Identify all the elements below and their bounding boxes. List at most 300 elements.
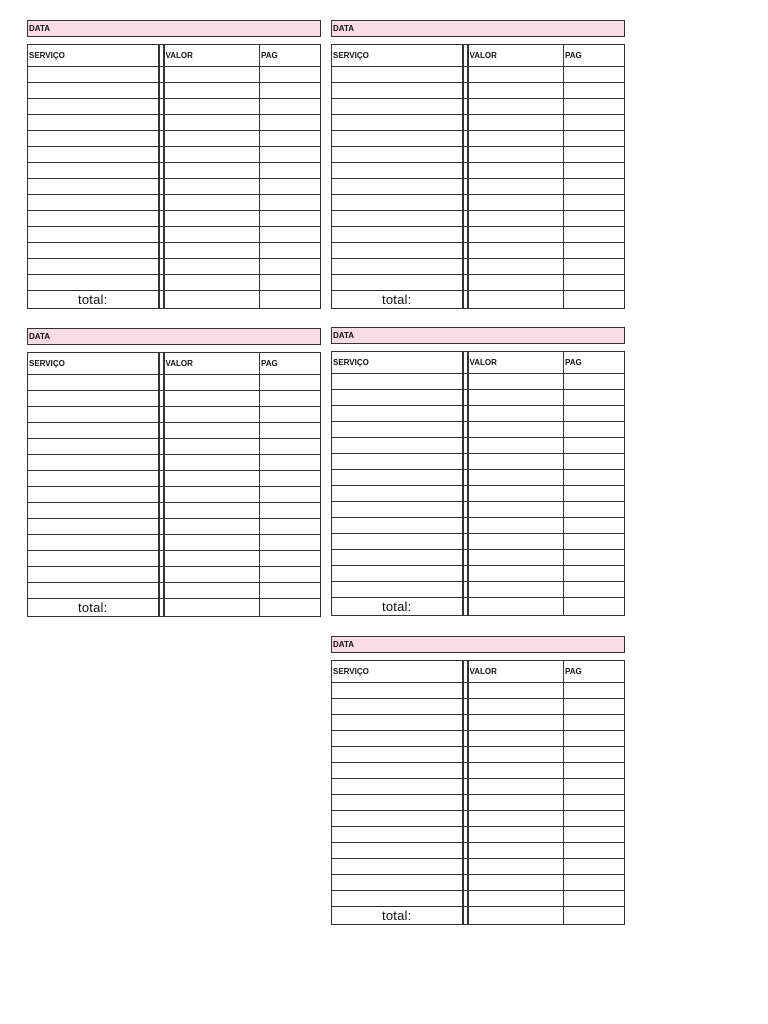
service-cell[interactable]	[28, 243, 159, 259]
table-row	[28, 391, 321, 407]
value-cell[interactable]	[468, 534, 564, 550]
service-cell[interactable]	[28, 503, 159, 519]
value-cell[interactable]	[468, 715, 564, 731]
service-cell[interactable]	[332, 454, 463, 470]
paid-header: PAG	[260, 353, 321, 375]
service-header: SERVIÇO	[28, 45, 159, 67]
table-row	[332, 179, 625, 195]
service-cell[interactable]	[332, 843, 463, 859]
table-row	[28, 131, 321, 147]
paid-cell[interactable]	[564, 275, 625, 291]
paid-cell[interactable]	[564, 502, 625, 518]
service-cell[interactable]	[332, 875, 463, 891]
table-row	[332, 683, 625, 699]
value-cell[interactable]	[468, 763, 564, 779]
paid-cell[interactable]	[260, 243, 321, 259]
total-value-cell[interactable]	[164, 599, 260, 617]
service-cell[interactable]	[28, 391, 159, 407]
table-row	[332, 502, 625, 518]
table-row	[332, 582, 625, 598]
paid-cell[interactable]	[260, 67, 321, 83]
paid-cell[interactable]	[260, 115, 321, 131]
value-cell[interactable]	[468, 259, 564, 275]
paid-cell[interactable]	[564, 747, 625, 763]
value-header: VALOR	[164, 353, 260, 375]
service-cell[interactable]	[332, 211, 463, 227]
service-cell[interactable]	[332, 891, 463, 907]
value-cell[interactable]	[164, 275, 260, 291]
value-cell[interactable]	[468, 422, 564, 438]
total-value-cell[interactable]	[468, 291, 564, 309]
paid-cell[interactable]	[564, 259, 625, 275]
paid-cell[interactable]	[564, 582, 625, 598]
value-cell[interactable]	[468, 875, 564, 891]
paid-cell[interactable]	[564, 811, 625, 827]
value-cell[interactable]	[164, 147, 260, 163]
table-row	[332, 470, 625, 486]
paid-cell[interactable]	[260, 131, 321, 147]
service-cell[interactable]	[332, 422, 463, 438]
table-row	[332, 566, 625, 582]
paid-cell[interactable]	[564, 211, 625, 227]
service-cell[interactable]	[332, 83, 463, 99]
service-cell[interactable]	[332, 470, 463, 486]
paid-cell[interactable]	[564, 795, 625, 811]
service-cell[interactable]	[28, 259, 159, 275]
table-row	[28, 83, 321, 99]
table-row	[332, 534, 625, 550]
table-row	[28, 535, 321, 551]
paid-cell[interactable]	[564, 67, 625, 83]
paid-cell[interactable]	[564, 99, 625, 115]
table-row	[28, 195, 321, 211]
table-row	[28, 551, 321, 567]
paid-cell[interactable]	[260, 99, 321, 115]
service-cell[interactable]	[332, 243, 463, 259]
service-cell[interactable]	[332, 195, 463, 211]
date-field[interactable]: DATA	[331, 327, 625, 344]
table-row	[332, 438, 625, 454]
service-cell[interactable]	[332, 406, 463, 422]
value-cell[interactable]	[164, 423, 260, 439]
service-cell[interactable]	[332, 179, 463, 195]
service-cell[interactable]	[332, 747, 463, 763]
value-cell[interactable]	[468, 550, 564, 566]
total-paid-cell[interactable]	[564, 907, 625, 925]
service-cell[interactable]	[332, 99, 463, 115]
paid-cell[interactable]	[564, 875, 625, 891]
service-cell[interactable]	[332, 582, 463, 598]
table-row	[28, 67, 321, 83]
paid-cell[interactable]	[260, 487, 321, 503]
table-row	[332, 827, 625, 843]
service-cell[interactable]	[332, 683, 463, 699]
value-cell[interactable]	[164, 519, 260, 535]
paid-header: PAG	[260, 45, 321, 67]
table-row	[332, 891, 625, 907]
service-cell[interactable]	[332, 731, 463, 747]
services-table	[331, 351, 625, 616]
paid-cell[interactable]	[564, 859, 625, 875]
service-header: SERVIÇO	[28, 353, 159, 375]
service-cell[interactable]	[28, 407, 159, 423]
value-cell[interactable]	[164, 455, 260, 471]
table-row	[332, 715, 625, 731]
service-cell[interactable]	[332, 763, 463, 779]
value-cell[interactable]	[468, 811, 564, 827]
paid-cell[interactable]	[260, 179, 321, 195]
value-cell[interactable]	[468, 147, 564, 163]
value-cell[interactable]	[468, 243, 564, 259]
table-row	[332, 275, 625, 291]
paid-cell[interactable]	[260, 83, 321, 99]
table-row	[332, 486, 625, 502]
service-cell[interactable]	[332, 131, 463, 147]
service-cell[interactable]	[28, 195, 159, 211]
paid-cell[interactable]	[564, 147, 625, 163]
services-table	[331, 44, 625, 309]
value-cell[interactable]	[468, 731, 564, 747]
paid-cell[interactable]	[564, 470, 625, 486]
table-row	[28, 275, 321, 291]
value-cell[interactable]	[468, 454, 564, 470]
paid-cell[interactable]	[564, 390, 625, 406]
value-cell[interactable]	[164, 179, 260, 195]
service-header: SERVIÇO	[332, 45, 463, 67]
service-cell[interactable]	[28, 455, 159, 471]
paid-cell[interactable]	[260, 535, 321, 551]
service-cell[interactable]	[332, 390, 463, 406]
table-row	[332, 763, 625, 779]
paid-cell[interactable]	[564, 179, 625, 195]
value-cell[interactable]	[468, 390, 564, 406]
value-cell[interactable]	[164, 83, 260, 99]
value-cell[interactable]	[468, 699, 564, 715]
service-cell[interactable]	[28, 471, 159, 487]
paid-cell[interactable]	[564, 438, 625, 454]
value-cell[interactable]	[164, 163, 260, 179]
paid-cell[interactable]	[564, 243, 625, 259]
service-cell[interactable]	[28, 147, 159, 163]
table-row	[332, 747, 625, 763]
value-cell[interactable]	[164, 583, 260, 599]
paid-cell[interactable]	[260, 503, 321, 519]
table-row	[28, 211, 321, 227]
value-cell[interactable]	[468, 374, 564, 390]
paid-cell[interactable]	[564, 534, 625, 550]
service-cell[interactable]	[332, 502, 463, 518]
paid-cell[interactable]	[260, 519, 321, 535]
table-row	[332, 795, 625, 811]
total-row	[332, 291, 625, 309]
service-cell[interactable]	[332, 147, 463, 163]
service-cell[interactable]	[332, 811, 463, 827]
service-cell[interactable]	[28, 439, 159, 455]
paid-cell[interactable]	[260, 259, 321, 275]
service-cell[interactable]	[332, 67, 463, 83]
value-cell[interactable]	[468, 891, 564, 907]
value-cell[interactable]	[164, 211, 260, 227]
service-cell[interactable]	[28, 179, 159, 195]
value-cell[interactable]	[468, 406, 564, 422]
value-cell[interactable]	[468, 566, 564, 582]
paid-cell[interactable]	[564, 406, 625, 422]
value-cell[interactable]	[164, 131, 260, 147]
paid-cell[interactable]	[260, 439, 321, 455]
service-cell[interactable]	[28, 131, 159, 147]
table-row	[332, 699, 625, 715]
paid-cell[interactable]	[564, 227, 625, 243]
service-cell[interactable]	[332, 795, 463, 811]
header-row	[332, 45, 625, 67]
table-row	[28, 471, 321, 487]
paid-cell[interactable]	[260, 471, 321, 487]
value-cell[interactable]	[164, 471, 260, 487]
value-cell[interactable]	[468, 582, 564, 598]
table-row	[332, 374, 625, 390]
service-cell[interactable]	[332, 163, 463, 179]
table-row	[332, 811, 625, 827]
paid-cell[interactable]	[564, 163, 625, 179]
service-cell[interactable]	[332, 374, 463, 390]
table-row	[332, 147, 625, 163]
total-paid-cell[interactable]	[260, 291, 321, 309]
total-row	[332, 907, 625, 925]
table-row	[28, 227, 321, 243]
date-field[interactable]: DATA	[331, 636, 625, 653]
value-cell[interactable]	[468, 779, 564, 795]
value-cell[interactable]	[468, 195, 564, 211]
paid-cell[interactable]	[260, 375, 321, 391]
paid-cell[interactable]	[564, 131, 625, 147]
date-field[interactable]: DATA	[331, 20, 625, 37]
value-cell[interactable]	[468, 518, 564, 534]
value-cell[interactable]	[164, 259, 260, 275]
service-cell[interactable]	[332, 827, 463, 843]
service-cell[interactable]	[332, 699, 463, 715]
table-row	[332, 195, 625, 211]
value-cell[interactable]	[468, 211, 564, 227]
value-cell[interactable]	[164, 487, 260, 503]
value-cell[interactable]	[468, 99, 564, 115]
value-cell[interactable]	[164, 551, 260, 567]
paid-cell[interactable]	[260, 147, 321, 163]
table-row	[332, 163, 625, 179]
total-value-cell[interactable]	[468, 598, 564, 616]
paid-cell[interactable]	[564, 827, 625, 843]
paid-cell[interactable]	[260, 227, 321, 243]
paid-cell[interactable]	[564, 486, 625, 502]
paid-cell[interactable]	[564, 715, 625, 731]
value-cell[interactable]	[164, 99, 260, 115]
total-value-cell[interactable]	[468, 907, 564, 925]
paid-cell[interactable]	[564, 454, 625, 470]
paid-cell[interactable]	[564, 550, 625, 566]
service-cell[interactable]	[332, 275, 463, 291]
paid-cell[interactable]	[260, 423, 321, 439]
service-cell[interactable]	[28, 551, 159, 567]
service-cell[interactable]	[332, 550, 463, 566]
date-field[interactable]: DATA	[27, 328, 321, 345]
value-cell[interactable]	[164, 227, 260, 243]
service-cell[interactable]	[28, 375, 159, 391]
value-cell[interactable]	[468, 747, 564, 763]
paid-header: PAG	[564, 661, 625, 683]
header-row	[28, 353, 321, 375]
table-row	[28, 583, 321, 599]
service-cell[interactable]	[332, 779, 463, 795]
value-header: VALOR	[468, 45, 564, 67]
table-row	[332, 115, 625, 131]
paid-header: PAG	[564, 352, 625, 374]
paid-cell[interactable]	[260, 583, 321, 599]
paid-cell[interactable]	[260, 455, 321, 471]
value-cell[interactable]	[164, 67, 260, 83]
value-cell[interactable]	[468, 67, 564, 83]
total-paid-cell[interactable]	[564, 598, 625, 616]
service-cell[interactable]	[28, 115, 159, 131]
total-paid-cell[interactable]	[564, 291, 625, 309]
table-row	[332, 859, 625, 875]
paid-cell[interactable]	[564, 115, 625, 131]
paid-cell[interactable]	[564, 422, 625, 438]
value-cell[interactable]	[468, 163, 564, 179]
service-cell[interactable]	[28, 423, 159, 439]
service-header: SERVIÇO	[332, 661, 463, 683]
value-header: VALOR	[468, 661, 564, 683]
service-cell[interactable]	[28, 83, 159, 99]
service-cell[interactable]	[28, 99, 159, 115]
value-cell[interactable]	[164, 115, 260, 131]
value-cell[interactable]	[164, 243, 260, 259]
total-value-cell[interactable]	[164, 291, 260, 309]
table-row	[28, 147, 321, 163]
paid-cell[interactable]	[260, 163, 321, 179]
service-cell[interactable]	[332, 227, 463, 243]
value-cell[interactable]	[164, 195, 260, 211]
value-cell[interactable]	[468, 227, 564, 243]
paid-cell[interactable]	[564, 518, 625, 534]
paid-cell[interactable]	[564, 763, 625, 779]
table-row	[332, 259, 625, 275]
service-cell[interactable]	[28, 487, 159, 503]
service-cell[interactable]	[332, 438, 463, 454]
value-cell[interactable]	[164, 391, 260, 407]
table-row	[28, 439, 321, 455]
service-cell[interactable]	[332, 486, 463, 502]
value-cell[interactable]	[468, 179, 564, 195]
paid-cell[interactable]	[564, 374, 625, 390]
value-cell[interactable]	[468, 131, 564, 147]
service-cell[interactable]	[332, 115, 463, 131]
service-cell[interactable]	[28, 163, 159, 179]
paid-cell[interactable]	[260, 567, 321, 583]
services-table	[27, 352, 321, 617]
paid-cell[interactable]	[564, 195, 625, 211]
value-cell[interactable]	[468, 827, 564, 843]
value-cell[interactable]	[468, 502, 564, 518]
table-row	[332, 454, 625, 470]
table-row	[28, 407, 321, 423]
table-row	[332, 550, 625, 566]
service-cell[interactable]	[332, 859, 463, 875]
value-cell[interactable]	[468, 83, 564, 99]
table-row	[28, 163, 321, 179]
value-cell[interactable]	[164, 439, 260, 455]
paid-cell[interactable]	[564, 843, 625, 859]
paid-cell[interactable]	[564, 779, 625, 795]
paid-cell[interactable]	[564, 683, 625, 699]
total-label: total:	[28, 291, 159, 309]
value-header: VALOR	[164, 45, 260, 67]
value-cell[interactable]	[164, 503, 260, 519]
paid-cell[interactable]	[260, 391, 321, 407]
table-row	[28, 455, 321, 471]
table-row	[332, 422, 625, 438]
paid-cell[interactable]	[564, 83, 625, 99]
table-row	[332, 875, 625, 891]
service-cell[interactable]	[28, 583, 159, 599]
value-cell[interactable]	[164, 375, 260, 391]
paid-cell[interactable]	[260, 551, 321, 567]
value-cell[interactable]	[164, 407, 260, 423]
service-cell[interactable]	[28, 567, 159, 583]
table-row	[28, 179, 321, 195]
paid-cell[interactable]	[260, 407, 321, 423]
paid-cell[interactable]	[564, 699, 625, 715]
paid-cell[interactable]	[260, 195, 321, 211]
service-cell[interactable]	[28, 67, 159, 83]
paid-cell[interactable]	[260, 275, 321, 291]
header-row	[332, 661, 625, 683]
value-cell[interactable]	[164, 567, 260, 583]
value-cell[interactable]	[468, 795, 564, 811]
service-cell[interactable]	[28, 275, 159, 291]
service-cell[interactable]	[332, 534, 463, 550]
value-cell[interactable]	[164, 535, 260, 551]
value-cell[interactable]	[468, 683, 564, 699]
value-cell[interactable]	[468, 115, 564, 131]
service-cell[interactable]	[332, 715, 463, 731]
total-label: total:	[332, 598, 463, 616]
paid-cell[interactable]	[260, 211, 321, 227]
service-cell[interactable]	[28, 227, 159, 243]
date-field[interactable]: DATA	[27, 20, 321, 37]
total-paid-cell[interactable]	[260, 599, 321, 617]
service-cell[interactable]	[28, 211, 159, 227]
value-cell[interactable]	[468, 843, 564, 859]
paid-cell[interactable]	[564, 891, 625, 907]
service-cell[interactable]	[28, 519, 159, 535]
value-cell[interactable]	[468, 859, 564, 875]
value-cell[interactable]	[468, 470, 564, 486]
paid-cell[interactable]	[564, 731, 625, 747]
paid-header: PAG	[564, 45, 625, 67]
value-cell[interactable]	[468, 486, 564, 502]
service-cell[interactable]	[332, 518, 463, 534]
table-row	[28, 423, 321, 439]
table-row	[332, 390, 625, 406]
table-row	[332, 243, 625, 259]
service-cell[interactable]	[332, 566, 463, 582]
paid-cell[interactable]	[564, 566, 625, 582]
value-cell[interactable]	[468, 438, 564, 454]
table-row	[332, 99, 625, 115]
service-cell[interactable]	[28, 535, 159, 551]
table-row	[332, 131, 625, 147]
value-cell[interactable]	[468, 275, 564, 291]
service-cell[interactable]	[332, 259, 463, 275]
